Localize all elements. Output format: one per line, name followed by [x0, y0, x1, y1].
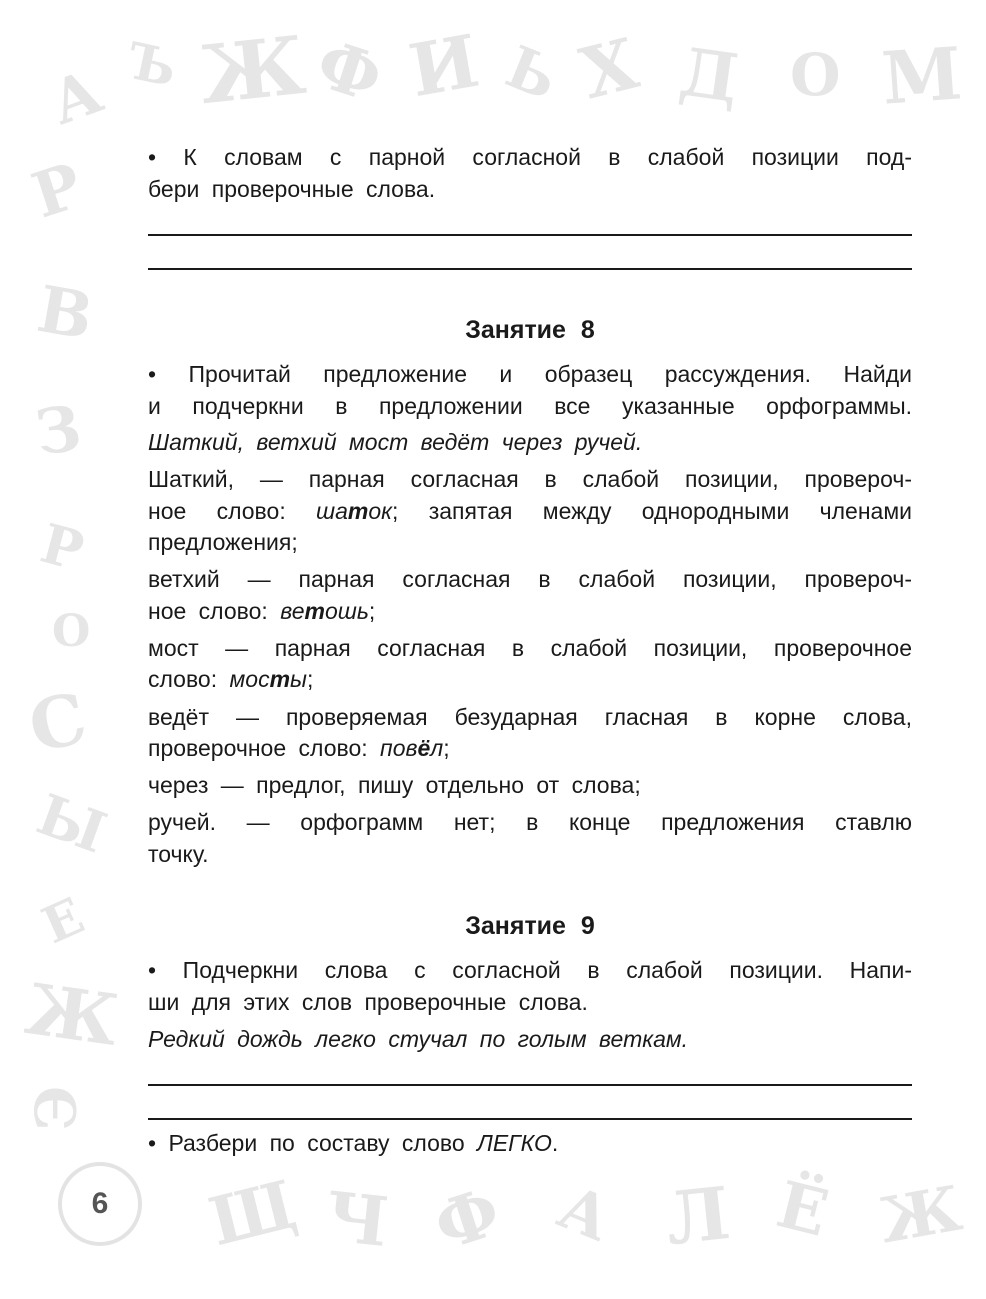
decor-letter: Э — [23, 1085, 90, 1131]
lesson-9-title: Занятие 9 — [465, 912, 595, 940]
lesson-9-task-2: • Разбери по составу слово ЛЕГКО. — [148, 1130, 559, 1156]
decor-letter: Е — [33, 885, 93, 956]
decor-letter: А — [41, 56, 112, 140]
explanation-6-line-1: ручей. — орфограмм нет; в конце предложения ставлю — [148, 809, 912, 835]
text: ное слово: — [148, 498, 317, 524]
decor-letter: Ф — [425, 1172, 510, 1266]
explanation-4-line-2: проверочное слово: повёл; — [148, 735, 450, 761]
check-letter: т — [269, 666, 291, 692]
decor-letter: Р — [34, 510, 91, 584]
explanation-5: через — предлог, пишу отдельно от слова; — [148, 772, 641, 798]
lesson-8-sentence: Шаткий, ветхий мост ведёт через ручей. — [148, 429, 643, 455]
decor-letter: Л — [661, 1169, 734, 1262]
lesson-9-sentence: Редкий дождь легко стучал по голым веткам. — [148, 1026, 689, 1052]
decor-letter: О — [52, 606, 91, 657]
explanation-1-line-1: Шаткий, — парная согласная в слабой позиции, провероч- — [148, 466, 912, 492]
decor-letter: О — [790, 41, 841, 109]
lesson-9-task-line-2: ши для этих слов проверочные слова. — [148, 989, 588, 1015]
decor-letter: Ы — [28, 781, 115, 867]
text: ; запятая между однородными членами — [392, 498, 912, 524]
check-letter: т — [304, 598, 325, 624]
decor-letter: Х — [572, 21, 646, 116]
decor-letter: В — [31, 271, 99, 356]
lesson-8-title: Занятие 8 — [465, 316, 595, 344]
explanation-2-line-1: ветхий — парная согласная в слабой позиции, провероч- — [148, 566, 912, 592]
parse-word: ЛЕГКО — [477, 1130, 552, 1156]
check-word: повёл — [380, 735, 444, 761]
explanation-6-line-2: точку. — [148, 841, 209, 867]
answer-line[interactable] — [148, 1118, 912, 1120]
decor-letter: М — [879, 30, 965, 121]
answer-line[interactable] — [148, 268, 912, 270]
decor-letter: Ж — [874, 1171, 967, 1258]
decor-letter: А — [548, 1172, 621, 1256]
check-letter: ё — [417, 735, 431, 761]
check-word: мосты — [229, 666, 307, 692]
page-number: 6 — [58, 1162, 142, 1246]
decor-letter: Ж — [20, 967, 124, 1062]
explanation-3-line-1: мост — парная согласная в слабой позиции, проверочное — [148, 635, 912, 661]
explanation-1-line-2 — [148, 495, 912, 527]
decor-letter: Ъ — [122, 30, 182, 99]
decor-letter: Ч — [321, 1176, 393, 1264]
explanation-1-line-3: предложения; — [148, 529, 298, 555]
check-letter: т — [347, 498, 369, 524]
task-top-line-1: • К словам с парной согласной в слабой позиции под- — [148, 144, 912, 170]
check-word: шаток — [316, 498, 393, 524]
decor-letter: Ж — [195, 17, 310, 123]
decor-letter: И — [403, 17, 485, 114]
decor-letter: З — [31, 391, 86, 470]
decor-letter: Щ — [201, 1164, 304, 1262]
check-word: ветошь — [280, 598, 369, 624]
explanation-3-line-2: слово: мосты; — [148, 666, 314, 692]
lesson-8-task-line-1: • Прочитай предложение и образец рассуждения. Найди — [148, 361, 912, 387]
explanation-2-line-2: ное слово: ветошь; — [148, 598, 376, 624]
decor-letter: Д — [674, 32, 744, 118]
explanation-4-line-1: ведёт — проверяемая безударная гласная в корне слова, — [148, 704, 912, 730]
lesson-8-task-line-2: и подчеркни в предложении все указанные орфограммы. — [148, 393, 912, 419]
lesson-9-task-line-1: • Подчеркни слова с согласной в слабой позиции. Напи- — [148, 957, 912, 983]
decor-letter: Р — [23, 148, 91, 233]
decor-letter: Ь — [497, 32, 567, 114]
decor-letter: Ё — [769, 1167, 836, 1252]
decor-letter: Ф — [307, 24, 392, 118]
answer-line[interactable] — [148, 1084, 912, 1086]
task-top-line-2: бери проверочные слова. — [148, 176, 436, 202]
answer-line[interactable] — [148, 234, 912, 236]
decor-letter: С — [21, 676, 94, 769]
